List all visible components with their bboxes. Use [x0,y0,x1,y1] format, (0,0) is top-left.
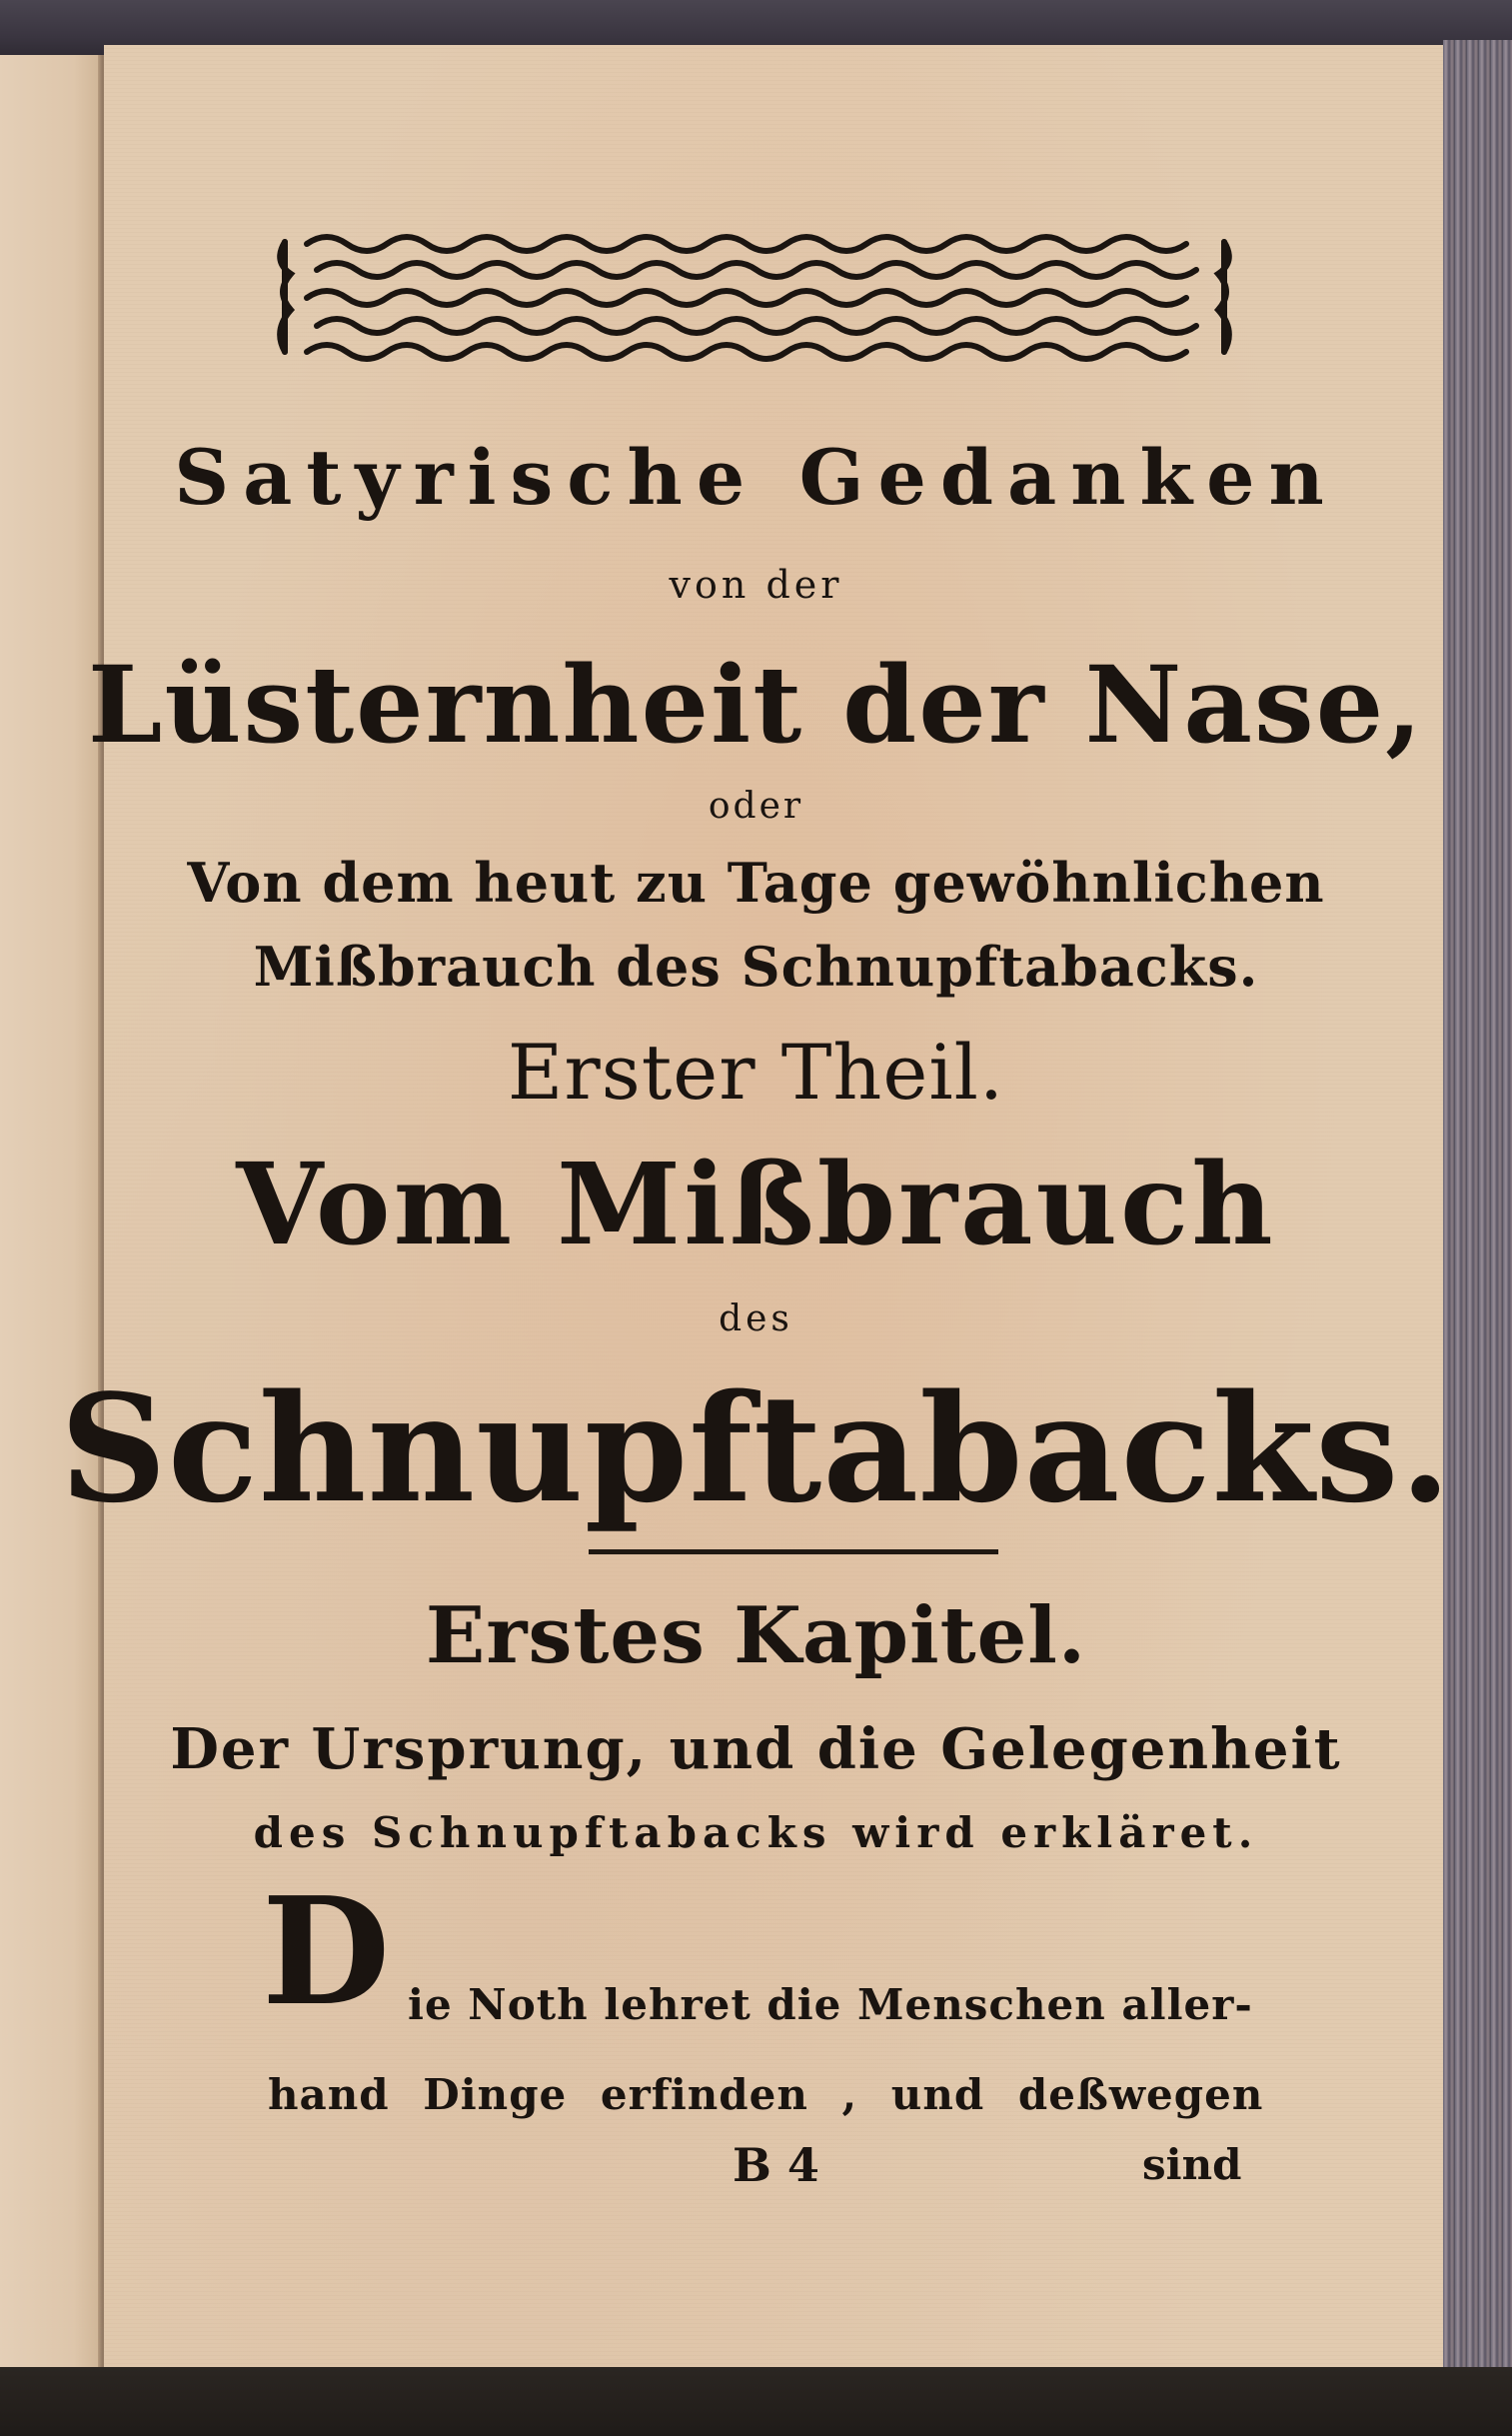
section-title-2: des [719,1298,793,1339]
catchword: sind [1142,2140,1242,2189]
title-line-2: von der [669,563,843,607]
drop-cap: D [262,1864,391,2038]
title-line-4: oder [708,786,804,827]
part-heading: Erster Theil. [507,1028,1005,1117]
book-cover-bottom [0,2367,1512,2436]
section-title-1: Vom Mißbrauch [236,1140,1276,1270]
title-line-1: Satyrische Gedanken [174,433,1338,522]
signature-mark: B 4 [733,2138,819,2192]
chapter-heading: Erstes Kapitel. [425,1590,1087,1681]
body-line-1: ie Noth lehret die Menschen aller- [408,1980,1253,2029]
title-line-6: Mißbrauch des Schnupftabacks. [253,935,1259,999]
section-title-3: Schnupftabacks. [59,1361,1453,1535]
header-ornament [267,222,1242,372]
chapter-summary-1: Der Ursprung, und die Gelegenheit [170,1716,1342,1782]
divider-rule [589,1549,998,1554]
body-line-2: hand Dinge erfinden , und deßwegen [268,2070,1264,2119]
title-line-5: Von dem heut zu Tage gewöhnlichen [187,851,1325,915]
chapter-summary-2: des Schnupftabacks wird erkläret. [253,1808,1259,1857]
title-line-3: Lüsternheit der Nase, [87,642,1425,767]
